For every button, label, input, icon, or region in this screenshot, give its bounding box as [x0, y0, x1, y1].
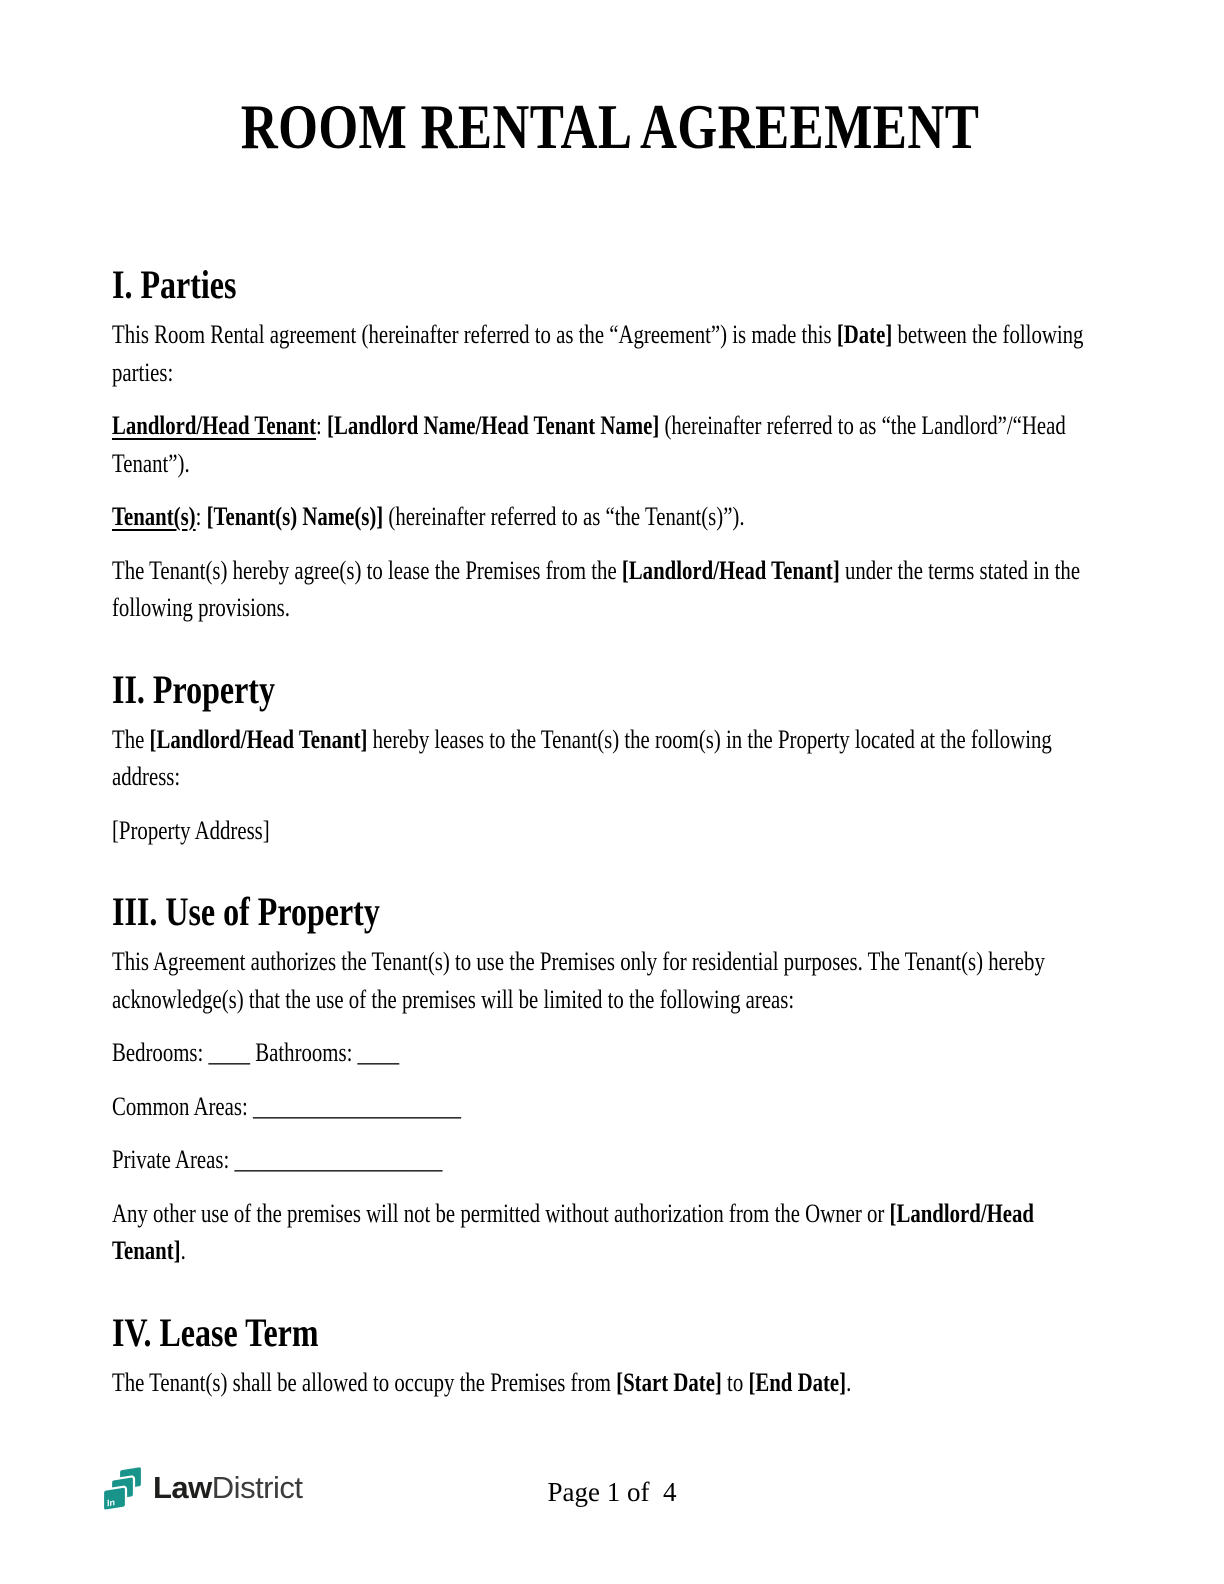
text-run: to: [721, 1367, 749, 1397]
text-run: .: [846, 1367, 852, 1397]
text-run: The Tenant(s) hereby agree(s) to lease the Premises from the: [112, 555, 622, 585]
text-run: This Room Rental agreement (hereinafter referred to as the “Agreement”) is made this: [112, 320, 837, 349]
logo-text-law: Law: [153, 1470, 212, 1505]
section-lease-term: [112, 1308, 1108, 1402]
section-heading-lease-term: IV. Lease Term: [112, 1309, 319, 1355]
text-run: [Landlord/Head Tenant]: [149, 724, 368, 754]
section-heading-use-of-property: III. Use of Property: [112, 889, 380, 934]
paragraph-agreement-intro: [112, 316, 1108, 391]
text-run: The Tenant(s) shall be allowed to occupy the Premises from: [112, 1367, 617, 1397]
text-run: (hereinafter referred to as “the Landlord”/“Head Tenant”).: [112, 411, 1066, 478]
text-run: [Tenant(s) Name(s)]: [206, 502, 384, 531]
paragraph-use-authorization: [112, 943, 1108, 1018]
paragraph-occupancy-dates: [112, 1364, 1108, 1402]
text-run: Bedrooms: ____ Bathrooms: ____: [112, 1038, 400, 1067]
field-line-bedrooms-bathrooms: [112, 1034, 1108, 1072]
paragraph-property-address-placeholder: [112, 812, 1108, 850]
field-line-private-areas: [112, 1141, 1108, 1179]
text-run: Common Areas: ____________________: [112, 1091, 461, 1121]
text-run: :: [195, 502, 207, 531]
text-run: under the terms stated in the following provisions.: [112, 555, 1081, 622]
text-run: [Landlord Name/Head Tenant Name]: [327, 411, 660, 440]
section-property: [112, 665, 1108, 850]
svg-text:ln: ln: [107, 1497, 115, 1509]
text-run: [Landlord/Head Tenant]: [112, 1198, 1034, 1265]
text-run: [Property Address]: [112, 815, 270, 845]
text-run: The: [112, 724, 150, 754]
text-run: Any other use of the premises will not be permitted without authorization from the Owner or: [112, 1198, 890, 1228]
text-run: between the following parties:: [112, 320, 1084, 387]
text-run: :: [316, 411, 328, 440]
text-run: Landlord/Head Tenant: [112, 411, 317, 440]
text-run: Tenant(s): [112, 502, 196, 531]
text-run: This Agreement authorizes the Tenant(s) to use the Premises only for residential purposes. The Tenant(s) hereby acknowledge(s) that the use of the premises will be limited to the following areas:: [112, 947, 1045, 1014]
text-run: hereby leases to the Tenant(s) the room(s) in the Property located at the following address:: [112, 724, 1052, 791]
text-run: Private Areas: ____________________: [112, 1145, 443, 1174]
paragraph-landlord-definition: [112, 407, 1108, 482]
text-run: .: [180, 1236, 186, 1265]
document-title: ROOM RENTAL AGREEMENT: [240, 91, 980, 162]
text-run: [End Date]: [748, 1367, 847, 1397]
text-run: (hereinafter referred to as “the Tenant(s)”).: [383, 502, 745, 531]
paragraph-property-lease: [112, 721, 1108, 796]
section-use-of-property: [112, 887, 1108, 1270]
field-line-common-areas: [112, 1088, 1108, 1126]
page-number: Page 1 of 4: [547, 1477, 677, 1507]
text-run: [Landlord/Head Tenant]: [621, 555, 840, 585]
section-parties: [112, 260, 1108, 627]
paragraph-tenant-definition: [112, 498, 1108, 536]
paragraph-other-use-restriction: [112, 1195, 1108, 1270]
logo-text-district: District: [211, 1470, 303, 1505]
paragraph-lease-statement: [112, 552, 1108, 627]
section-heading-parties: I. Parties: [112, 262, 237, 307]
text-run: [Date]: [836, 320, 893, 349]
text-run: [Start Date]: [616, 1367, 722, 1397]
section-heading-property: II. Property: [112, 666, 275, 712]
